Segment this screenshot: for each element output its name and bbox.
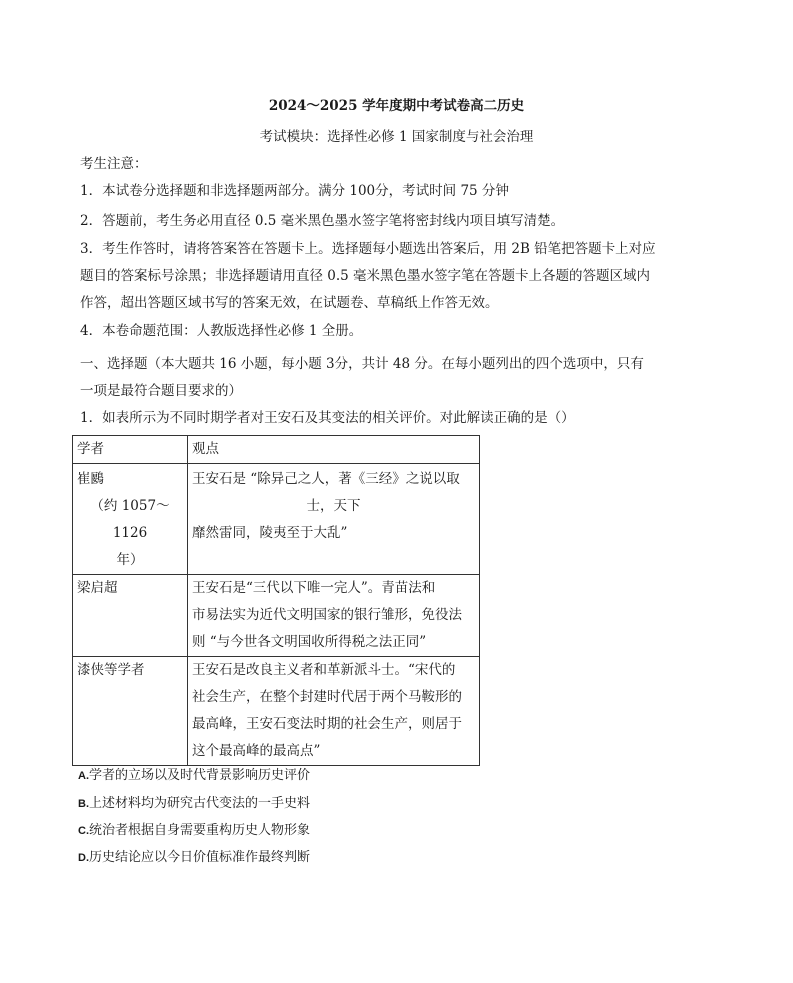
scholar-name: 梁启超 bbox=[77, 580, 118, 596]
table-row bbox=[73, 657, 480, 766]
notice-item: 3．考生作答时，请将答案答在答题卡上。选择题每小题选出答案后，用 2B 铅笔把答题卡上对应 bbox=[80, 241, 656, 257]
option-d[interactable] bbox=[78, 849, 310, 867]
view-line: 靡然雷同，陵夷至于大乱” bbox=[192, 525, 348, 541]
view-cell bbox=[188, 575, 480, 657]
option-b[interactable] bbox=[78, 795, 310, 813]
option-text: 上述材料均为研究古代变法的一手史料 bbox=[89, 796, 311, 811]
view-line: 最高峰，王安石变法时期的社会生产，则居于 bbox=[192, 716, 462, 732]
scholar-name: 崔鶠 bbox=[77, 471, 104, 487]
scholar-cell bbox=[73, 657, 188, 766]
option-letter: C. bbox=[78, 825, 89, 837]
option-text: 学者的立场以及时代背景影响历史评价 bbox=[89, 768, 311, 783]
evaluation-table bbox=[72, 435, 480, 766]
option-text: 历史结论应以今日价值标准作最终判断 bbox=[89, 850, 311, 865]
view-line: 王安石是改良主义者和革新派斗士。“宋代的 bbox=[192, 662, 456, 678]
option-c[interactable] bbox=[78, 822, 310, 840]
view-line: 这个最高峰的最高点” bbox=[192, 743, 321, 759]
notice-item: 题目的答案标号涂黑；非选择题请用直径 0.5 毫米黑色墨水签字笔在答题卡上各题的答题区域内 bbox=[80, 268, 651, 284]
section-heading: 一、选择题（本大题共 16 小题，每小题 3分，共计 48 分。在每小题列出的四个选项中，只有 bbox=[80, 356, 644, 372]
table-row bbox=[73, 575, 480, 657]
exam-module: 考试模块：选择性必修 1 国家制度与社会治理 bbox=[259, 129, 534, 145]
question-stem: 1．如表所示为不同时期学者对王安石及其变法的相关评价。对此解读正确的是（） bbox=[80, 410, 575, 426]
table-header-cell: 学者 bbox=[73, 436, 188, 464]
notice-heading: 考生注意： bbox=[80, 156, 148, 172]
table-header-cell: 观点 bbox=[188, 436, 480, 464]
view-line: 士，天下 bbox=[306, 498, 361, 514]
section-heading-cont: 一项是最符合题目要求的） bbox=[80, 383, 242, 399]
view-line: 则 “与今世各文明国收所得税之法正同” bbox=[192, 634, 427, 650]
option-a[interactable] bbox=[78, 767, 310, 785]
notice-item: 2．答题前，考生务必用直径 0.5 毫米黑色墨水签字笔将密封线内项目填写清楚。 bbox=[80, 213, 565, 229]
view-line: 社会生产，在整个封建时代居于两个马鞍形的 bbox=[192, 689, 462, 705]
scholar-cell bbox=[73, 464, 188, 575]
notice-item: 1．本试卷分选择题和非选择题两部分。满分 100分，考试时间 75 分钟 bbox=[80, 183, 509, 199]
scholar-name: 漆侠等学者 bbox=[77, 662, 145, 678]
scholar-cell bbox=[73, 575, 188, 657]
notice-item: 4．本卷命题范围：人教版选择性必修 1 全册。 bbox=[80, 323, 363, 339]
view-line: 市易法实为近代文明国家的银行雏形，免役法 bbox=[192, 607, 462, 623]
table-row bbox=[73, 464, 480, 575]
scholar-dates: （约 1057～1126 bbox=[90, 498, 170, 541]
exam-title: 2024～2025 学年度期中考试卷高二历史 bbox=[268, 98, 525, 114]
option-letter: A. bbox=[78, 770, 89, 782]
view-line: 王安石是 “除异己之人，著《三经》之说以取 bbox=[192, 471, 460, 487]
option-letter: B. bbox=[78, 798, 89, 810]
view-line: 王安石是“三代以下唯一完人”。青苗法和 bbox=[192, 580, 436, 596]
option-letter: D. bbox=[78, 852, 89, 864]
table-header-row bbox=[73, 436, 480, 464]
view-cell bbox=[188, 464, 480, 575]
view-cell bbox=[188, 657, 480, 766]
scholar-dates-cont: 年） bbox=[116, 552, 144, 568]
option-text: 统治者根据自身需要重构历史人物形象 bbox=[89, 823, 311, 838]
notice-item: 作答，超出答题区域书写的答案无效，在试题卷、草稿纸上作答无效。 bbox=[80, 295, 499, 311]
